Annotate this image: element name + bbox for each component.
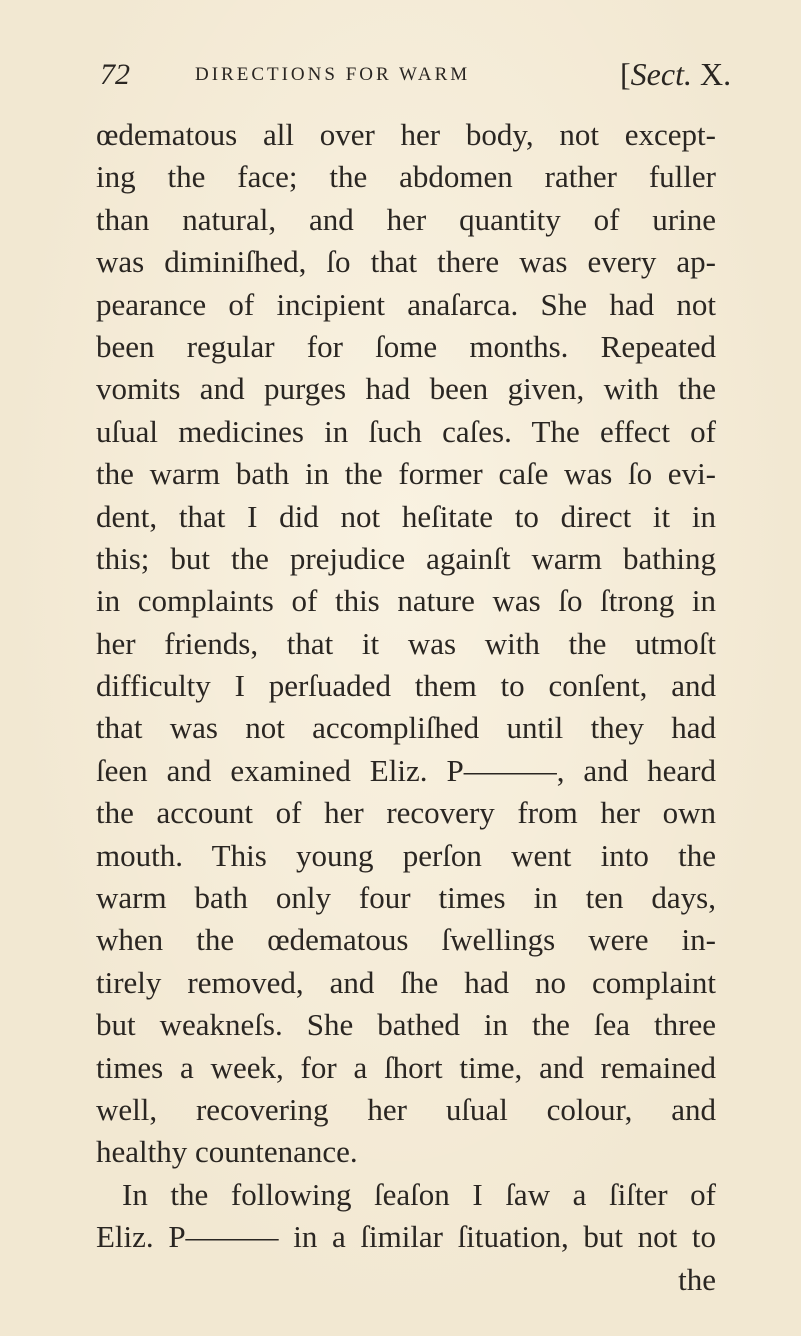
text-line: been regular for ſome months. Repeated bbox=[96, 328, 716, 364]
text-line: but weakneſs. She bathed in the ſea three bbox=[96, 1007, 716, 1043]
section-label: Sect. bbox=[630, 56, 692, 92]
text-line: in complaints of this nature was ſo ſtrong in bbox=[96, 583, 716, 619]
text-line: Eliz. P——— in a ſimilar ſituation, but not to bbox=[96, 1219, 716, 1255]
text-line: pearance of incipient anaſarca. She had not bbox=[96, 286, 716, 322]
text-line: was diminiſhed, ſo that there was every ap- bbox=[96, 244, 716, 280]
body-text bbox=[96, 114, 716, 1301]
text-line: well, recovering her uſual colour, and bbox=[96, 1091, 716, 1127]
text-line: times a week, for a ſhort time, and remained bbox=[96, 1049, 716, 1085]
text-line: ing the face; the abdomen rather fuller bbox=[96, 159, 716, 195]
text-line: ſeen and examined Eliz. P———, and heard bbox=[96, 752, 716, 788]
text-line: that was not accompliſhed until they had bbox=[96, 710, 716, 746]
text-line: this; but the prejudice againſt warm bathing bbox=[96, 540, 716, 576]
text-line: her friends, that it was with the utmoſt bbox=[96, 625, 716, 661]
text-line: œdematous all over her body, not except- bbox=[96, 117, 716, 152]
section-mark bbox=[620, 56, 731, 93]
text-line: the warm bath in the former caſe was ſo evi- bbox=[96, 456, 716, 492]
catchword: the bbox=[678, 1261, 716, 1297]
running-head: DIRECTIONS FOR WARM bbox=[195, 64, 471, 85]
text-line: uſual medicines in ſuch caſes. The effect of bbox=[96, 413, 716, 449]
text-line: mouth. This young perſon went into the bbox=[96, 837, 716, 873]
section-bracket: [ bbox=[620, 56, 631, 92]
text-line: the account of her recovery from her own bbox=[96, 795, 716, 831]
page-number: 72 bbox=[100, 58, 130, 91]
paragraph-start-line: In the following ſeaſon I ſaw a ſiſter of bbox=[122, 1176, 716, 1212]
text-line: than natural, and her quantity of urine bbox=[96, 201, 716, 237]
text-line: when the œdematous ſwellings were in- bbox=[96, 922, 716, 958]
section-numeral: X. bbox=[699, 56, 732, 92]
text-line: healthy countenance. bbox=[96, 1134, 358, 1170]
page-header bbox=[100, 52, 732, 102]
text-line: vomits and purges had been given, with the bbox=[96, 371, 716, 407]
text-line: tirely removed, and ſhe had no complaint bbox=[96, 964, 716, 1000]
text-line: warm bath only four times in ten days, bbox=[96, 880, 716, 916]
text-line: difficulty I perſuaded them to conſent, and bbox=[96, 668, 716, 704]
text-line: dent, that I did not heſitate to direct it in bbox=[96, 498, 716, 534]
